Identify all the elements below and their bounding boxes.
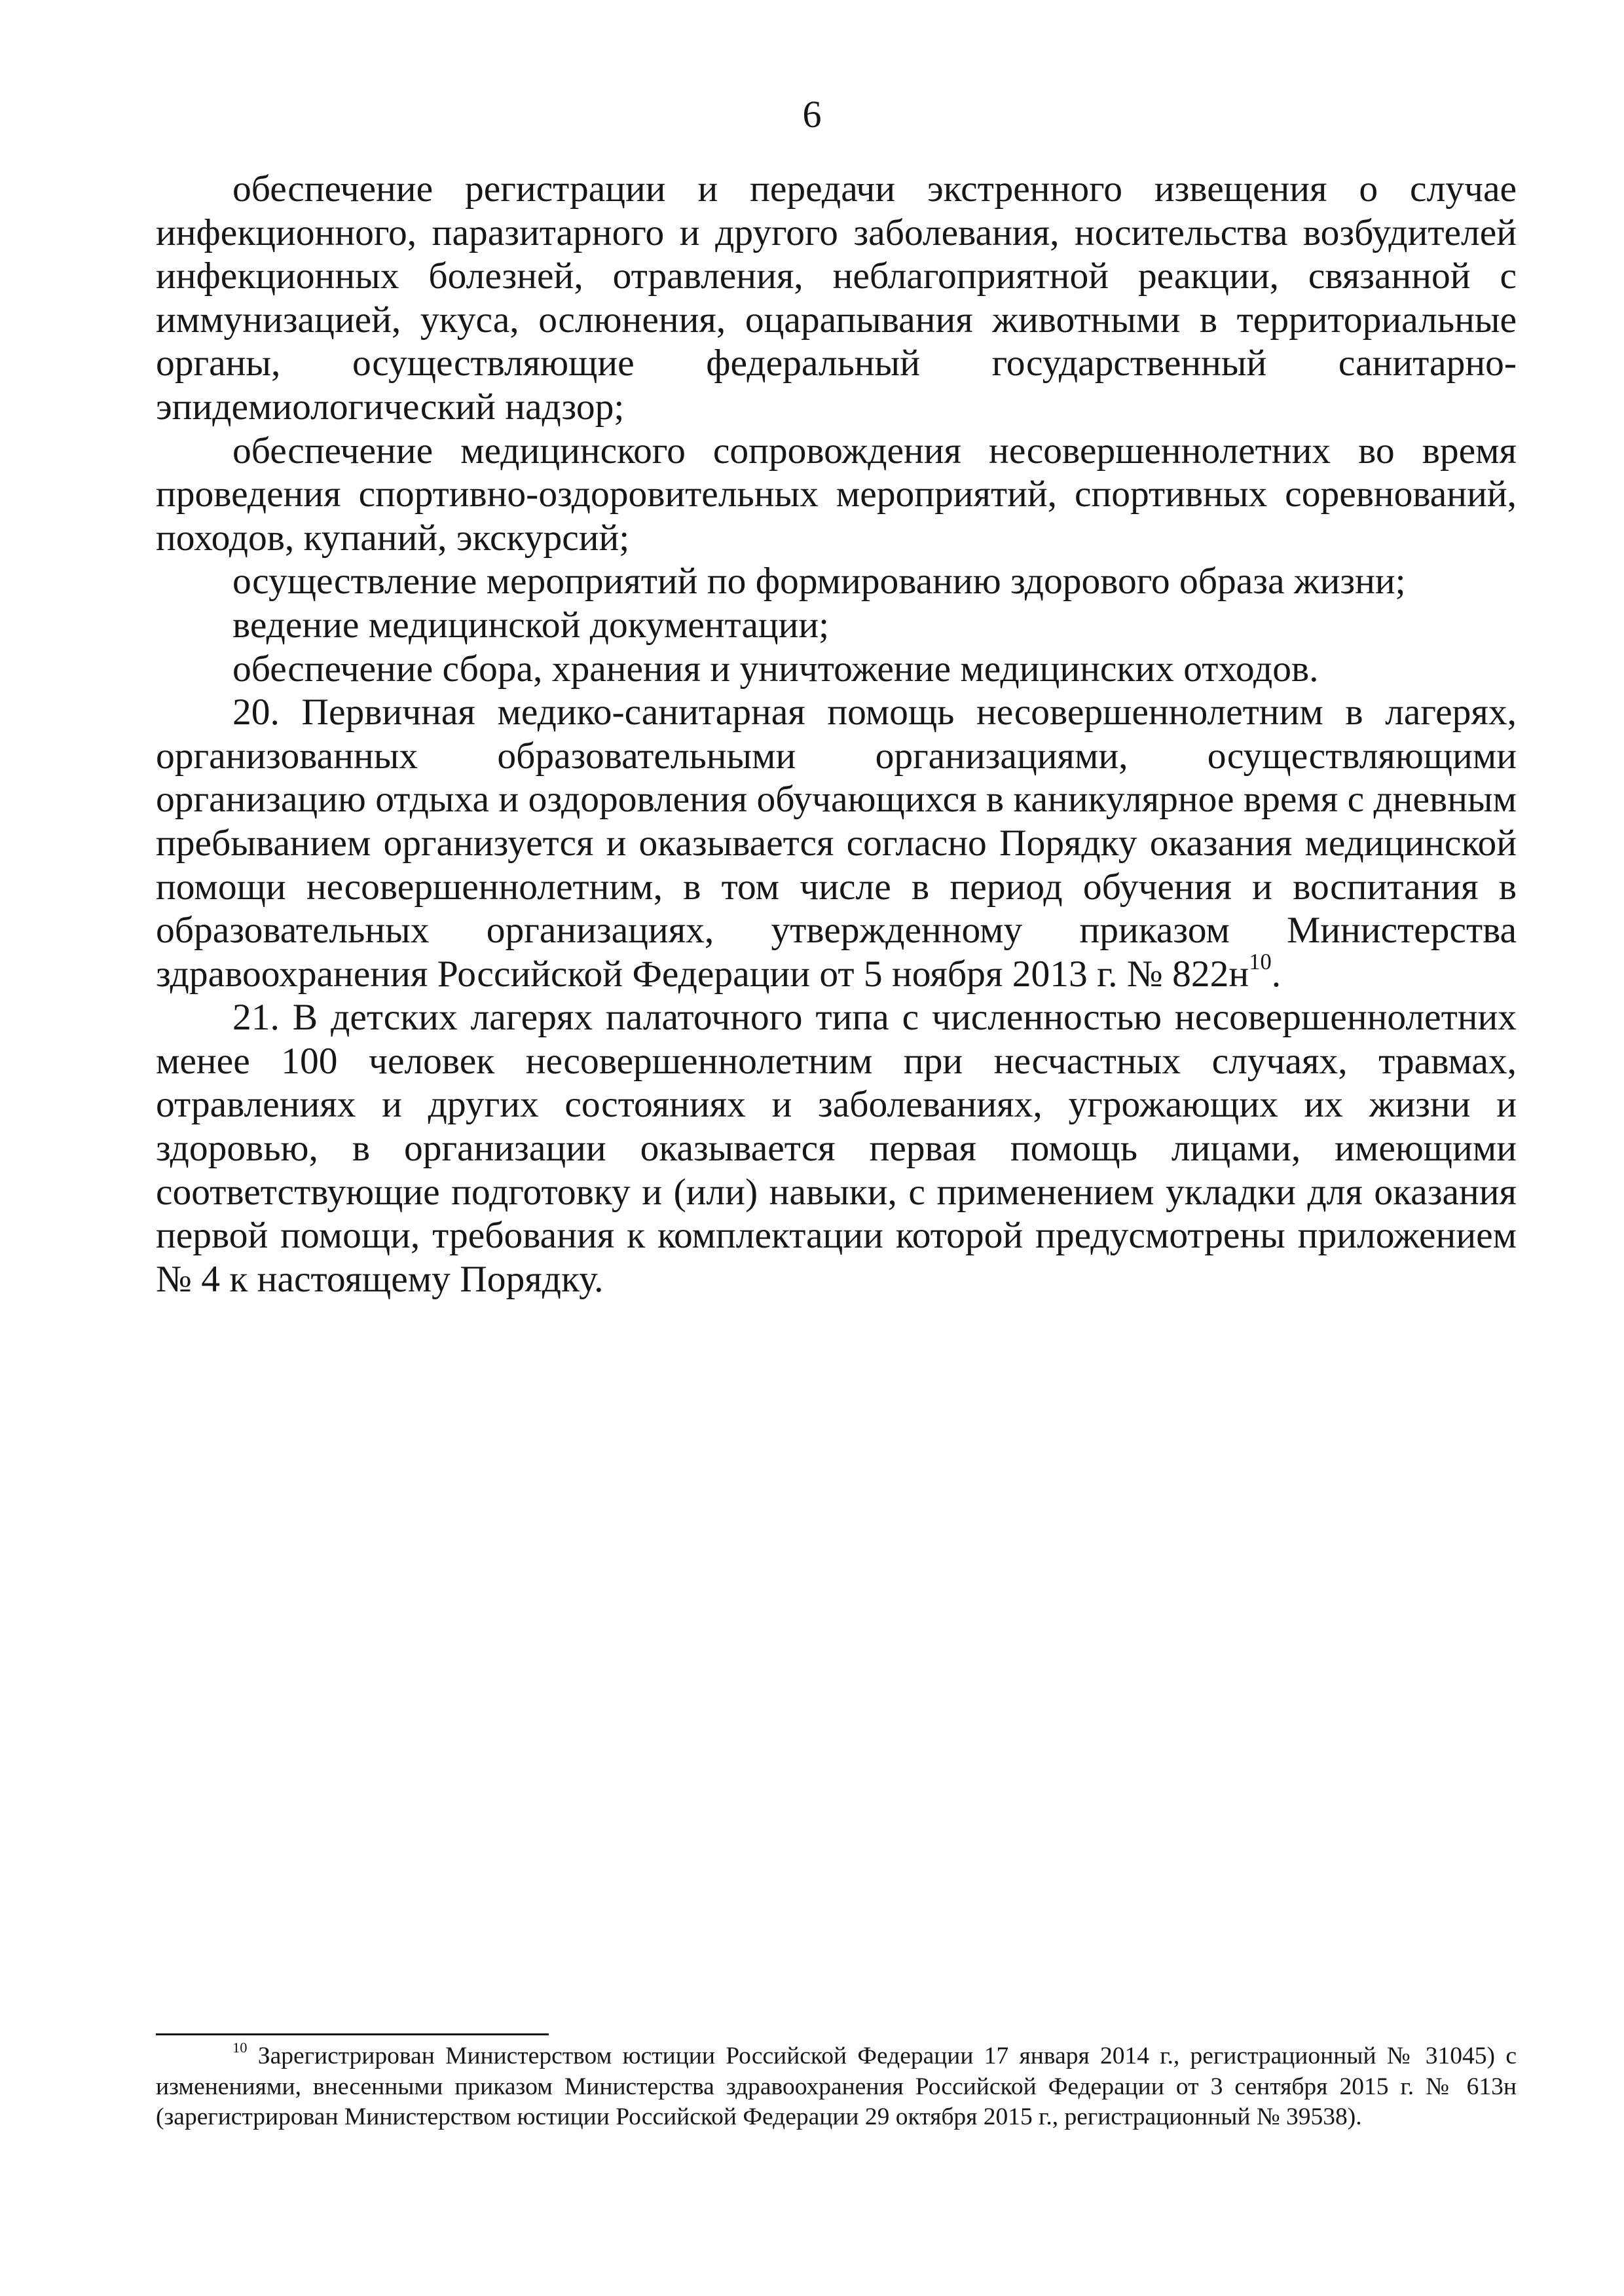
paragraph-medical-documentation: ведение медицинской документации;: [232, 604, 830, 646]
footnote-reference: 10: [1249, 949, 1272, 974]
footnote-number: 10: [232, 2039, 248, 2056]
main-text: [156, 168, 1517, 1301]
footnote-text: Зарегистрирован Министерством юстиции Российской Федерации 17 января 2014 г., регистрационный № 31045) с изменениями, внесенными приказом Министерства здравоохранения Российской Федерации от 3 сентября 2015 г. № 613н (зарегистрирован Министерством юстиции Российской Федерации 29 октября 2015 г., регистрационный № 39538).: [156, 2043, 1517, 2130]
footnote-paragraph: [156, 2041, 1517, 2133]
footnote-separator: [156, 2033, 549, 2035]
paragraph-item-20: [156, 691, 1517, 996]
paragraph-medical-waste: обеспечение сбора, хранения и уничтожение медицинских отходов.: [232, 648, 1319, 690]
footnote: [156, 2041, 1517, 2133]
item-20-text: 20. Первичная медико-санитарная помощь несовершеннолетним в лагерях, организованных образовательными организациями, осуществляющими организацию отдыха и оздоровления обучающихся в каникулярное время с дневным пребыванием организуется и оказывается согласно Порядку оказания медицинской помощи несовершеннолетним, в том числе в период обучения и воспитания в образовательных организациях, утвержденному приказом Министерства здравоохранения Российской Федерации от 5 ноября 2013 г. № 822н: [156, 692, 1517, 995]
item-20-ending: .: [1271, 953, 1282, 995]
page-number: 6: [802, 93, 822, 136]
paragraph-medical-escort: обеспечение медицинского сопровождения несовершеннолетних во время проведения спортивно-оздоровительных мероприятий, спортивных соревнований, походов, купаний, экскурсий;: [156, 430, 1517, 559]
paragraph-healthy-lifestyle: осуществление мероприятий по формированию здорового образа жизни;: [232, 561, 1406, 602]
paragraph-item-21: 21. В детских лагерях палаточного типа с численностью несовершеннолетних менее 100 человек несовершеннолетним при несчастных случаях, травмах, отравлениях и других состояниях и заболеваниях, угрожающих их жизни и здоровью, в организации оказывается первая помощь лицами, имеющими соответствующие подготовку и (или) навыки, с применением укладки для оказания первой помощи, требования к комплектации которой предусмотрены приложением № 4 к настоящему Порядку.: [156, 997, 1517, 1300]
paragraph-notification-registration: обеспечение регистрации и передачи экстренного извещения о случае инфекционного, паразитарного и другого заболевания, носительства возбудителей инфекционных болезней, отравления, неблагоприятной реакции, связанной с иммунизацией, укуса, ослюнения, оцарапывания животными в территориальные органы, осуществляющие федеральный государственный санитарно-эпидемиологический надзор;: [156, 168, 1517, 428]
